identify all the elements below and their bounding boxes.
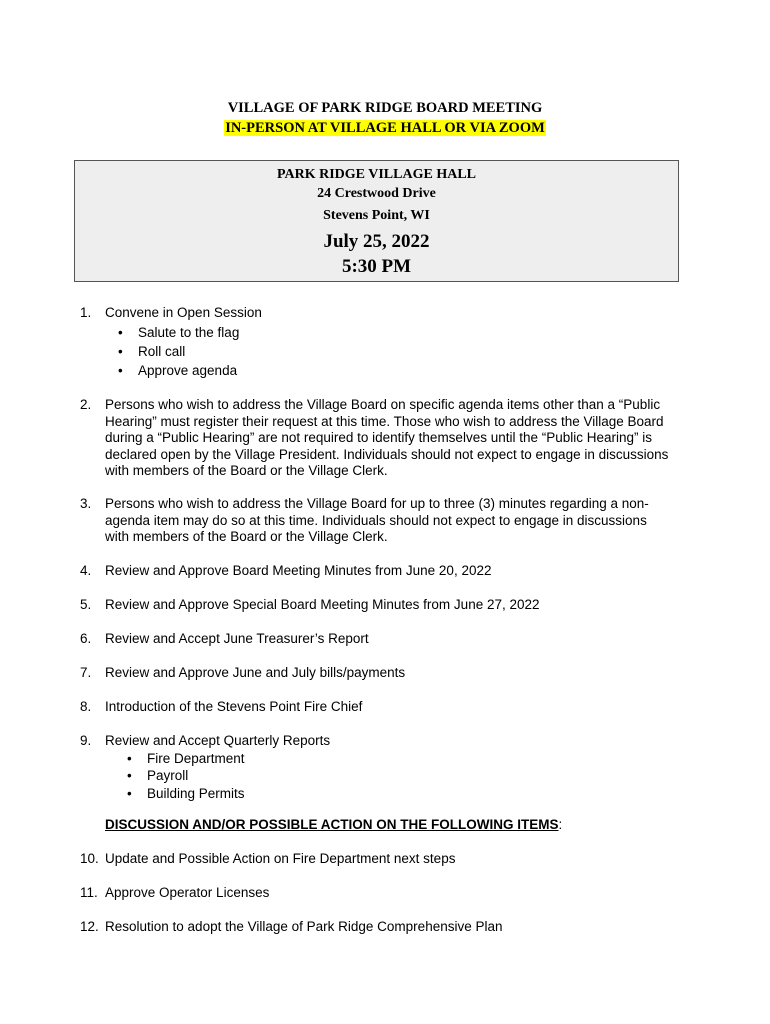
discussion-heading: DISCUSSION AND/OR POSSIBLE ACTION ON THE FOLLOWING ITEMS: <box>105 817 563 832</box>
agenda-item-9 <box>80 733 690 802</box>
item-number: 8. <box>80 699 92 714</box>
item-9-bullets <box>127 751 690 803</box>
item-number: 6. <box>80 631 92 646</box>
item-number: 5. <box>80 597 92 612</box>
meeting-date: July 25, 2022 <box>323 231 430 252</box>
agenda-item-7 <box>80 665 690 682</box>
item-text: Review and Approve Special Board Meeting Minutes from June 27, 2022 <box>105 597 540 612</box>
list-item: • Roll call <box>118 343 186 359</box>
item-text: Resolution to adopt the Village of Park Ridge Comprehensive Plan <box>105 919 503 934</box>
item-number: 2. <box>80 397 92 412</box>
meeting-format-highlight: IN-PERSON AT VILLAGE HALL OR VIA ZOOM <box>225 120 545 136</box>
item-number: 7. <box>80 665 92 680</box>
item-number: 11. <box>80 885 98 900</box>
agenda-item-2 <box>80 397 690 480</box>
meeting-time: 5:30 PM <box>341 256 412 277</box>
venue-name: PARK RIDGE VILLAGE HALL <box>276 167 476 182</box>
item-number: 10. <box>80 851 99 866</box>
item-text: Convene in Open Session <box>105 305 262 320</box>
agenda-item-6 <box>80 631 690 648</box>
item-1-bullets <box>118 325 690 380</box>
venue-city: Stevens Point, WI <box>323 208 430 223</box>
location-box <box>74 160 679 282</box>
item-number: 3. <box>80 496 92 511</box>
item-number: 9. <box>80 733 92 748</box>
list-item: • Payroll <box>127 768 189 783</box>
item-text: Introduction of the Stevens Point Fire Chief <box>105 699 363 714</box>
bullet-icon: • <box>127 750 132 766</box>
list-item: • Salute to the flag <box>118 324 240 340</box>
item-text: Review and Accept June Treasurer’s Report <box>105 631 369 646</box>
bullet-icon: • <box>127 785 132 801</box>
item-text: Persons who wish to address the Village Board for up to three (3) minutes regarding a non- agenda item may do so at this time. Individuals should not expect to engage in discussions with members of the Board or the Village Clerk. <box>105 496 649 544</box>
agenda-item-11 <box>80 885 690 902</box>
item-text: Approve Operator Licenses <box>105 885 270 900</box>
item-number: 4. <box>80 563 92 578</box>
item-text: Review and Accept Quarterly Reports <box>105 733 331 748</box>
item-text: Persons who wish to address the Village Board on specific agenda items other than a “Public Hearing” must register their request at this time. Those who wish to address the Village Board during a “Public Hearing” are not required to identify themselves until the “Public Hearing” is declared open by the Village President. Individuals should not expect to engage in discussions with members of the Board or the Village Clerk. <box>105 397 669 478</box>
item-text: Review and Approve Board Meeting Minutes from June 20, 2022 <box>105 563 492 578</box>
agenda-item-8 <box>80 699 690 716</box>
agenda-item-3 <box>80 496 690 546</box>
item-number: 12. <box>80 919 99 934</box>
agenda-item-12 <box>80 919 690 936</box>
agenda-item-10 <box>80 851 690 868</box>
document-header <box>0 98 770 138</box>
list-item: • Building Permits <box>127 785 245 801</box>
agenda-item-5 <box>80 597 690 614</box>
bullet-icon: • <box>118 362 123 378</box>
document-title: VILLAGE OF PARK RIDGE BOARD MEETING <box>227 100 543 116</box>
item-number: 1. <box>80 305 92 320</box>
bullet-icon: • <box>118 324 123 340</box>
venue-street: 24 Crestwood Drive <box>317 186 436 201</box>
agenda-item-1 <box>80 305 690 379</box>
item-text: Review and Approve June and July bills/payments <box>105 665 406 680</box>
bullet-icon: • <box>118 343 123 359</box>
list-item: • Fire Department <box>127 750 245 766</box>
list-item: • Approve agenda <box>118 362 238 378</box>
bullet-icon: • <box>127 768 132 783</box>
agenda-item-4 <box>80 563 690 580</box>
item-text: Update and Possible Action on Fire Department next steps <box>105 851 456 866</box>
